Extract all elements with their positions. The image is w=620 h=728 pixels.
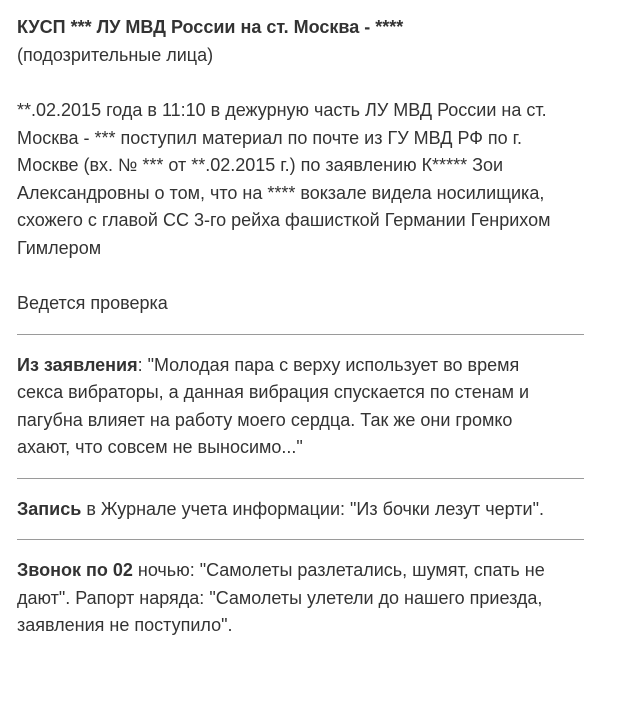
separator-line [17, 334, 584, 335]
statement-text: : "Молодая пара с верху использует во время [137, 354, 520, 375]
journal-label: Запись [17, 498, 82, 519]
report-line: Москва - *** поступил материал по почте из ГУ МВД РФ по г. [17, 127, 523, 148]
report-line: **.02.2015 года в 11:10 в дежурную часть ЛУ МВД России на ст. [17, 100, 547, 120]
call-block [17, 557, 590, 640]
statement-line: секса вибраторы, а данная вибрация спускается по стенам и [17, 382, 530, 402]
statement-line: пагубна влияет на работу моего сердца. Так же они громко [17, 409, 513, 430]
separator-line [17, 478, 584, 479]
statement-line: ахают, что совсем не выносимо..." [17, 437, 303, 457]
statement-line [17, 352, 590, 380]
report-line: схожего с главой СС 3-го рейха фашисткой Германии Генрихом [17, 210, 551, 230]
journal-block [17, 496, 590, 524]
report-line: Москве (вх. № *** от **.02.2015 г.) по заявлению К***** Зои [17, 155, 504, 175]
statement-block [17, 352, 590, 462]
document-title: КУСП *** ЛУ МВД России на ст. Москва - **** [17, 17, 404, 37]
statement-label: Из заявления [17, 354, 138, 375]
call-line: дают". Рапорт наряда: "Самолеты улетели до нашего приезда, [17, 587, 543, 608]
report-line: Гимлером [17, 237, 102, 258]
report-line: Александровны о том, что на **** вокзале видела носилищика, [17, 182, 545, 203]
journal-line [17, 496, 590, 524]
call-text: ночью: "Самолеты разлетались, шумят, спать не [132, 560, 545, 580]
call-label: Звонок по 02 [17, 560, 133, 580]
document-subtitle: (подозрительные лица) [17, 44, 214, 65]
call-line [17, 557, 590, 585]
separator-line [17, 539, 584, 540]
call-line: заявления не поступило". [17, 615, 233, 635]
report-status: Ведется проверка [17, 293, 168, 313]
report-paragraph [17, 97, 590, 262]
journal-text: в Журнале учета информации: "Из бочки лезут черти". [81, 498, 544, 519]
